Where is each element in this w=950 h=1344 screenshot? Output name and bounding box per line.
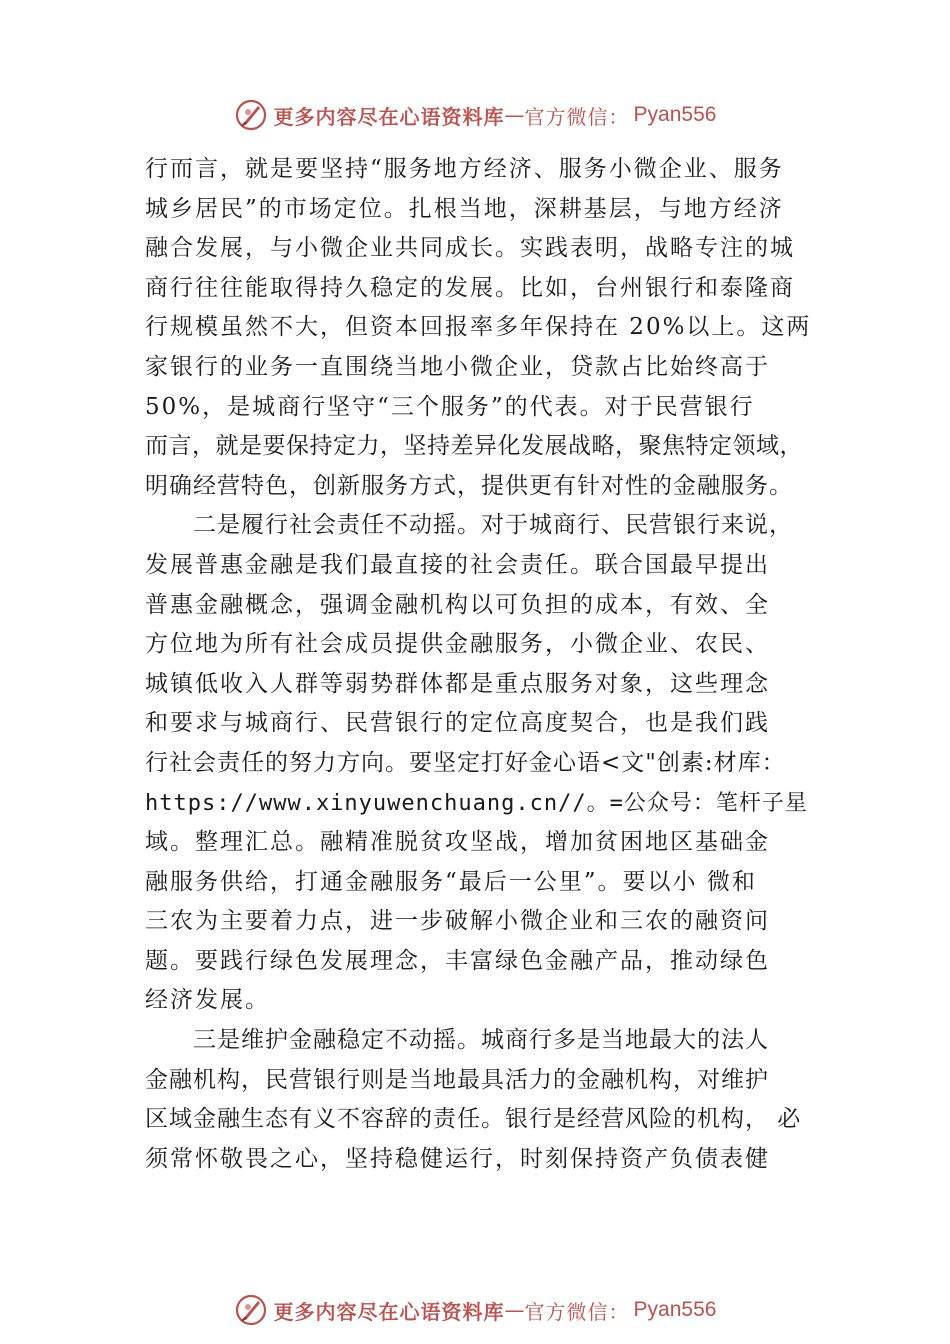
text-line: 普惠金融概念，强调金融机构以可负担的成本，有效、全 [145,591,770,618]
quill-logo-icon [234,98,268,132]
paragraph-start-line: 三是维护金融稳定不动摇。城商行多是当地最大的法人 [193,1027,769,1054]
text-line: 金融机构，民营银行则是当地最具活力的金融机构，对维护 [145,1066,769,1093]
text-line: 明确经营特色，创新服务方式，提供更有针对性的金融服务。 [145,472,793,499]
text-line-url: https://www.xinyuwenchuang.cn//。=公众号：笔杆子星 [145,790,808,816]
text-line: 行规模虽然不大，但资本回报率多年保持在 20%以上。这两 [145,314,812,341]
text-line: 而言，就是要保持定力，坚持差异化发展战略，聚焦特定领域， [145,433,803,460]
text-line: 城镇低收入人群等弱势群体都是重点服务对象，这些理念 [145,670,770,697]
text-line: 家银行的业务一直围绕当地小微企业，贷款占比始终高于 [145,353,770,380]
text-line: 和要求与城商行、民营银行的定位高度契合，也是我们践 [145,710,770,737]
footer-separator: — [504,1298,525,1322]
text-line: 商行往往能取得持久稳定的发展。比如，台州银行和泰隆商 [145,274,795,301]
text-line: 方位地为所有社会成员提供金融服务，小微企业、农民、 [145,631,770,658]
text-line: 题。要践行绿色发展理念，丰富绿色金融产品，推动绿色 [145,947,770,974]
footer-banner [0,1290,950,1330]
footer-wechat-id: Pyan556 [633,1298,717,1321]
text-line: 城乡居民”的市场定位。扎根当地，深耕基层，与地方经济 [145,195,784,222]
quill-logo-icon [234,1293,268,1327]
text-line: 融服务供给，打通金融服务“最后一公里”。要以小 微和 [145,868,757,895]
text-line: 50%，是城商行坚守“三个服务”的代表。对于民营银行 [145,393,755,420]
footer-wechat-label: 官方微信： [524,1299,630,1324]
text-line: 区域金融生态有义不容辞的责任。银行是经营风险的机构， 必 [145,1106,802,1133]
header-banner [0,95,950,135]
text-line: 发展普惠金融是我们最直接的社会责任。联合国最早提出 [145,551,770,578]
text-line: 三农为主要着力点，进一步破解小微企业和三农的融资问 [145,908,770,935]
header-wechat-id: Pyan556 [633,103,717,126]
header-site-name: 更多内容尽在心语资料库 [273,104,505,129]
footer-site-name: 更多内容尽在心语资料库 [273,1299,505,1324]
text-line: 域。整理汇总。融精准脱贫攻坚战，增加贫困地区基础金 [145,829,770,856]
header-separator: — [504,103,525,127]
header-wechat-label: 官方微信： [524,104,630,129]
text-line: 经济发展。 [145,987,270,1014]
paragraph-start-line: 二是履行社会责任不动摇。对于城商行、民营银行来说， [193,512,793,539]
text-line: 须常怀敬畏之心，坚持稳健运行，时刻保持资产负债表健 [145,1145,770,1172]
text-line: 行而言，就是要坚持“服务地方经济、服务小微企业、服务 [145,156,784,182]
text-line: 融合发展，与小微企业共同成长。实践表明，战略专注的城 [145,235,795,262]
text-line: 行社会责任的努力方向。要坚定打好金心语<文"创素:材库： [145,749,786,776]
document-body [145,150,825,1179]
